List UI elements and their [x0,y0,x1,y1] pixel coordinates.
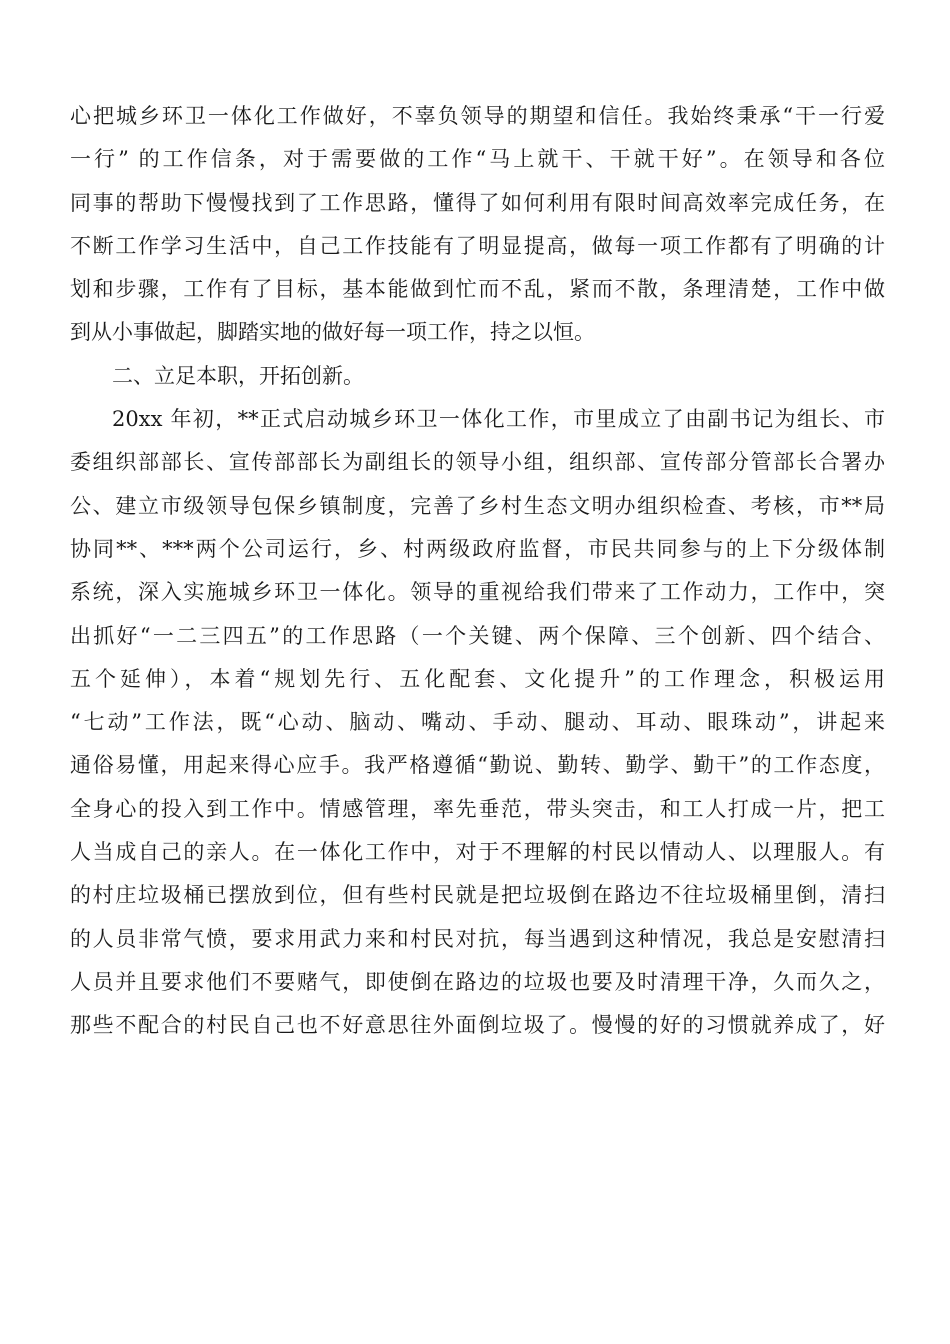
document-body [70,95,885,1048]
text-line: 一行” 的工作信条，对于需要做的工作“马上就干、干就干好”。在领导和各位 [70,147,885,172]
text-line: 人员并且要求他们不要赌气，即使倒在路边的垃圾也要及时清理干净，久而久之， [70,969,885,994]
text-line: 通俗易懂，用起来得心应手。我严格遵循“勤说、勤转、勤学、勤干”的工作态度， [70,753,885,778]
text-line: 的人员非常气愤，要求用武力来和村民对抗，每当遇到这种情况，我总是安慰清扫 [70,926,885,951]
text-line: 人当成自己的亲人。在一体化工作中，对于不理解的村民以情动人、以理服人。有 [70,840,885,865]
text-line: 的村庄垃圾桶已摆放到位，但有些村民就是把垃圾倒在路边不往垃圾桶里倒，清扫 [70,883,885,908]
text-line: 20xx 年初，**正式启动城乡环卫一体化工作，市里成立了由副书记为组长、市 [112,407,885,432]
section-heading: 二、立足本职，开拓创新。 [112,363,364,388]
text-line: 公、建立市级领导包保乡镇制度，完善了乡村生态文明办组织检查、考核，市**局 [70,493,885,518]
text-line: 协同**、***两个公司运行，乡、村两级政府监督，市民共同参与的上下分级体制 [70,536,885,561]
paragraph-2 [70,398,885,1047]
text-line: 全身心的投入到工作中。情感管理，率先垂范，带头突击，和工人打成一片，把工 [70,796,885,821]
text-line: 五个延伸），本着“规划先行、五化配套、文化提升”的工作理念，积极运用 [70,666,885,691]
text-line: 同事的帮助下慢慢找到了工作思路，懂得了如何利用有限时间高效率完成任务，在 [70,190,885,215]
text-line: 出抓好“一二三四五”的工作思路（一个关键、两个保障、三个创新、四个结合、 [70,623,885,648]
paragraph-1 [70,95,885,355]
text-line: 委组织部部长、宣传部部长为副组长的领导小组，组织部、宣传部分管部长合署办 [70,450,885,475]
text-line: “七动”工作法，既“心动、脑动、嘴动、手动、腿动、耳动、眼珠动”，讲起来 [70,710,885,735]
text-line: 不断工作学习生活中，自己工作技能有了明显提高，做每一项工作都有了明确的计 [70,233,885,258]
text-line: 系统，深入实施城乡环卫一体化。领导的重视给我们带来了工作动力，工作中，突 [70,580,885,605]
text-line: 到从小事做起，脚踏实地的做好每一项工作，持之以恒。 [70,320,595,345]
text-line: 那些不配合的村民自己也不好意思往外面倒垃圾了。慢慢的好的习惯就养成了，好 [70,1013,885,1038]
text-line: 心把城乡环卫一体化工作做好，不辜负领导的期望和信任。我始终秉承“干一行爱 [70,104,885,128]
text-line: 划和步骤，工作有了目标，基本能做到忙而不乱，紧而不散，条理清楚，工作中做 [70,277,885,302]
